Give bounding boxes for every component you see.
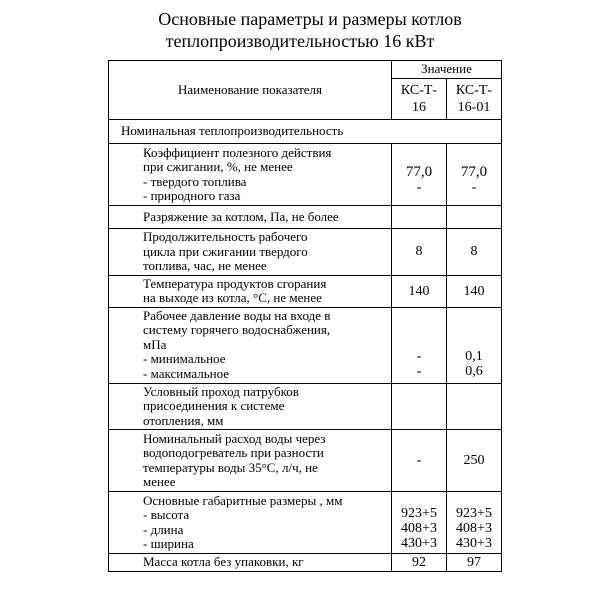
table-row	[109, 275, 502, 307]
param-name-line: Коэффициент полезного действия	[143, 144, 332, 160]
param-name-line: Разряжение за котлом, Па, не более	[143, 208, 339, 224]
table-row	[109, 492, 502, 554]
document-title-line1: Основные параметры и размеры котлов	[158, 9, 462, 29]
header-model-1-line: 16	[412, 100, 426, 115]
value-model-2	[447, 206, 502, 229]
value-model-1	[392, 144, 447, 206]
table-row	[109, 554, 502, 572]
value-line: 408+3	[456, 521, 492, 536]
header-model-2-line: КС-Т-	[455, 83, 493, 98]
value-line: 430+3	[456, 536, 492, 551]
value-line: -	[471, 180, 477, 195]
param-name	[109, 229, 392, 276]
value-line: -	[416, 453, 422, 468]
param-name-line: цикла при сжигании твердого	[143, 243, 308, 259]
param-name-line: - минимальное	[143, 351, 226, 367]
param-name	[109, 307, 392, 383]
param-name-line: водоподогреватель при разности	[143, 445, 324, 460]
table-row	[109, 206, 502, 229]
value-model-2	[447, 554, 502, 572]
value-model-2	[447, 430, 502, 492]
param-name-line: Условный проход патрубков	[143, 383, 299, 399]
value-line: 77,0	[405, 164, 433, 180]
param-name-line: Продолжительность рабочего	[143, 229, 308, 244]
value-model-1	[392, 554, 447, 572]
param-name-line: - максимальное	[143, 365, 230, 381]
section-row	[109, 120, 502, 144]
value-model-2	[447, 275, 502, 307]
header-model-2-line: 16-01	[457, 100, 491, 115]
value-model-2	[447, 492, 502, 554]
param-name	[109, 430, 392, 492]
section-title	[109, 120, 502, 144]
param-name-line: Номинальный расход воды через	[143, 430, 326, 446]
value-line: 250	[463, 453, 485, 468]
param-name-line: - природного газа	[143, 188, 241, 203]
param-name-line: Температура продуктов сгорания	[143, 275, 327, 291]
param-name	[109, 275, 392, 307]
value-line: -	[416, 180, 422, 195]
value-model-2	[447, 307, 502, 383]
header-row	[109, 61, 502, 79]
header-name: Наименование показателя	[109, 61, 392, 120]
param-name-line: Рабочее давление воды на входе в	[143, 307, 331, 323]
param-name-line: - твердого топлива	[143, 173, 247, 189]
table-row	[109, 144, 502, 206]
value-line: 97	[467, 555, 481, 570]
value-line: -	[416, 348, 422, 364]
value-model-1	[392, 383, 447, 430]
value-line: 430+3	[401, 536, 437, 551]
value-line: 923+5	[456, 506, 492, 521]
value-model-2	[447, 144, 502, 206]
value-line: 8	[470, 244, 478, 260]
table-row	[109, 307, 502, 383]
value-model-1	[392, 275, 447, 307]
parameters-table	[108, 60, 502, 572]
header-value-group: Значение	[392, 61, 502, 79]
header-model-1-line: КС-Т-	[400, 83, 438, 98]
param-name-line: - длина	[143, 521, 184, 537]
param-name-line: при сжигании, %, не менее	[143, 159, 293, 174]
value-model-1	[392, 206, 447, 229]
value-line: 8	[415, 244, 423, 260]
param-name-line: - ширина	[143, 536, 194, 551]
header-model-1	[392, 79, 447, 120]
value-model-1	[392, 307, 447, 383]
param-name-line: мПа	[143, 336, 167, 352]
param-name-line: менее	[143, 474, 176, 489]
value-line: 140	[408, 283, 430, 299]
param-name-line: топлива, час, не менее	[143, 258, 267, 273]
param-name-line: - высота	[143, 507, 190, 522]
value-line: 408+3	[401, 521, 437, 536]
param-name	[109, 554, 392, 572]
table-row	[109, 383, 502, 430]
table-row	[109, 229, 502, 276]
value-line: 923+5	[401, 506, 437, 521]
value-model-1	[392, 430, 447, 492]
param-name	[109, 492, 392, 554]
param-name	[109, 144, 392, 206]
value-line: 0,1	[465, 348, 483, 364]
value-model-2	[447, 229, 502, 276]
param-name-line: отопления, мм	[143, 412, 224, 428]
param-name-line: температуры воды 35°С, л/ч, не	[143, 459, 318, 475]
param-name-line: Основные габаритные размеры , мм	[143, 492, 343, 508]
value-model-2	[447, 383, 502, 430]
value-model-1	[392, 229, 447, 276]
document-title-line2: теплопроизводительностью 16 кВт	[165, 31, 435, 51]
value-model-1	[392, 492, 447, 554]
param-name-line: систему горячего водоснабжения,	[143, 322, 331, 338]
value-line: 0,6	[465, 363, 483, 379]
value-line: 92	[412, 555, 426, 570]
param-name-line: присоединения к системе	[143, 398, 285, 413]
param-name	[109, 206, 392, 229]
param-name-line: на выходе из котла, °С, не менее	[143, 290, 322, 305]
value-line: 140	[463, 283, 485, 299]
param-name-line: Масса котла без упаковки, кг	[143, 554, 304, 570]
value-line: -	[416, 363, 422, 379]
value-line: 77,0	[460, 164, 488, 180]
section-title-text: Номинальная теплопроизводительность	[121, 123, 344, 139]
table-row	[109, 430, 502, 492]
param-name	[109, 383, 392, 430]
header-model-2	[447, 79, 502, 120]
